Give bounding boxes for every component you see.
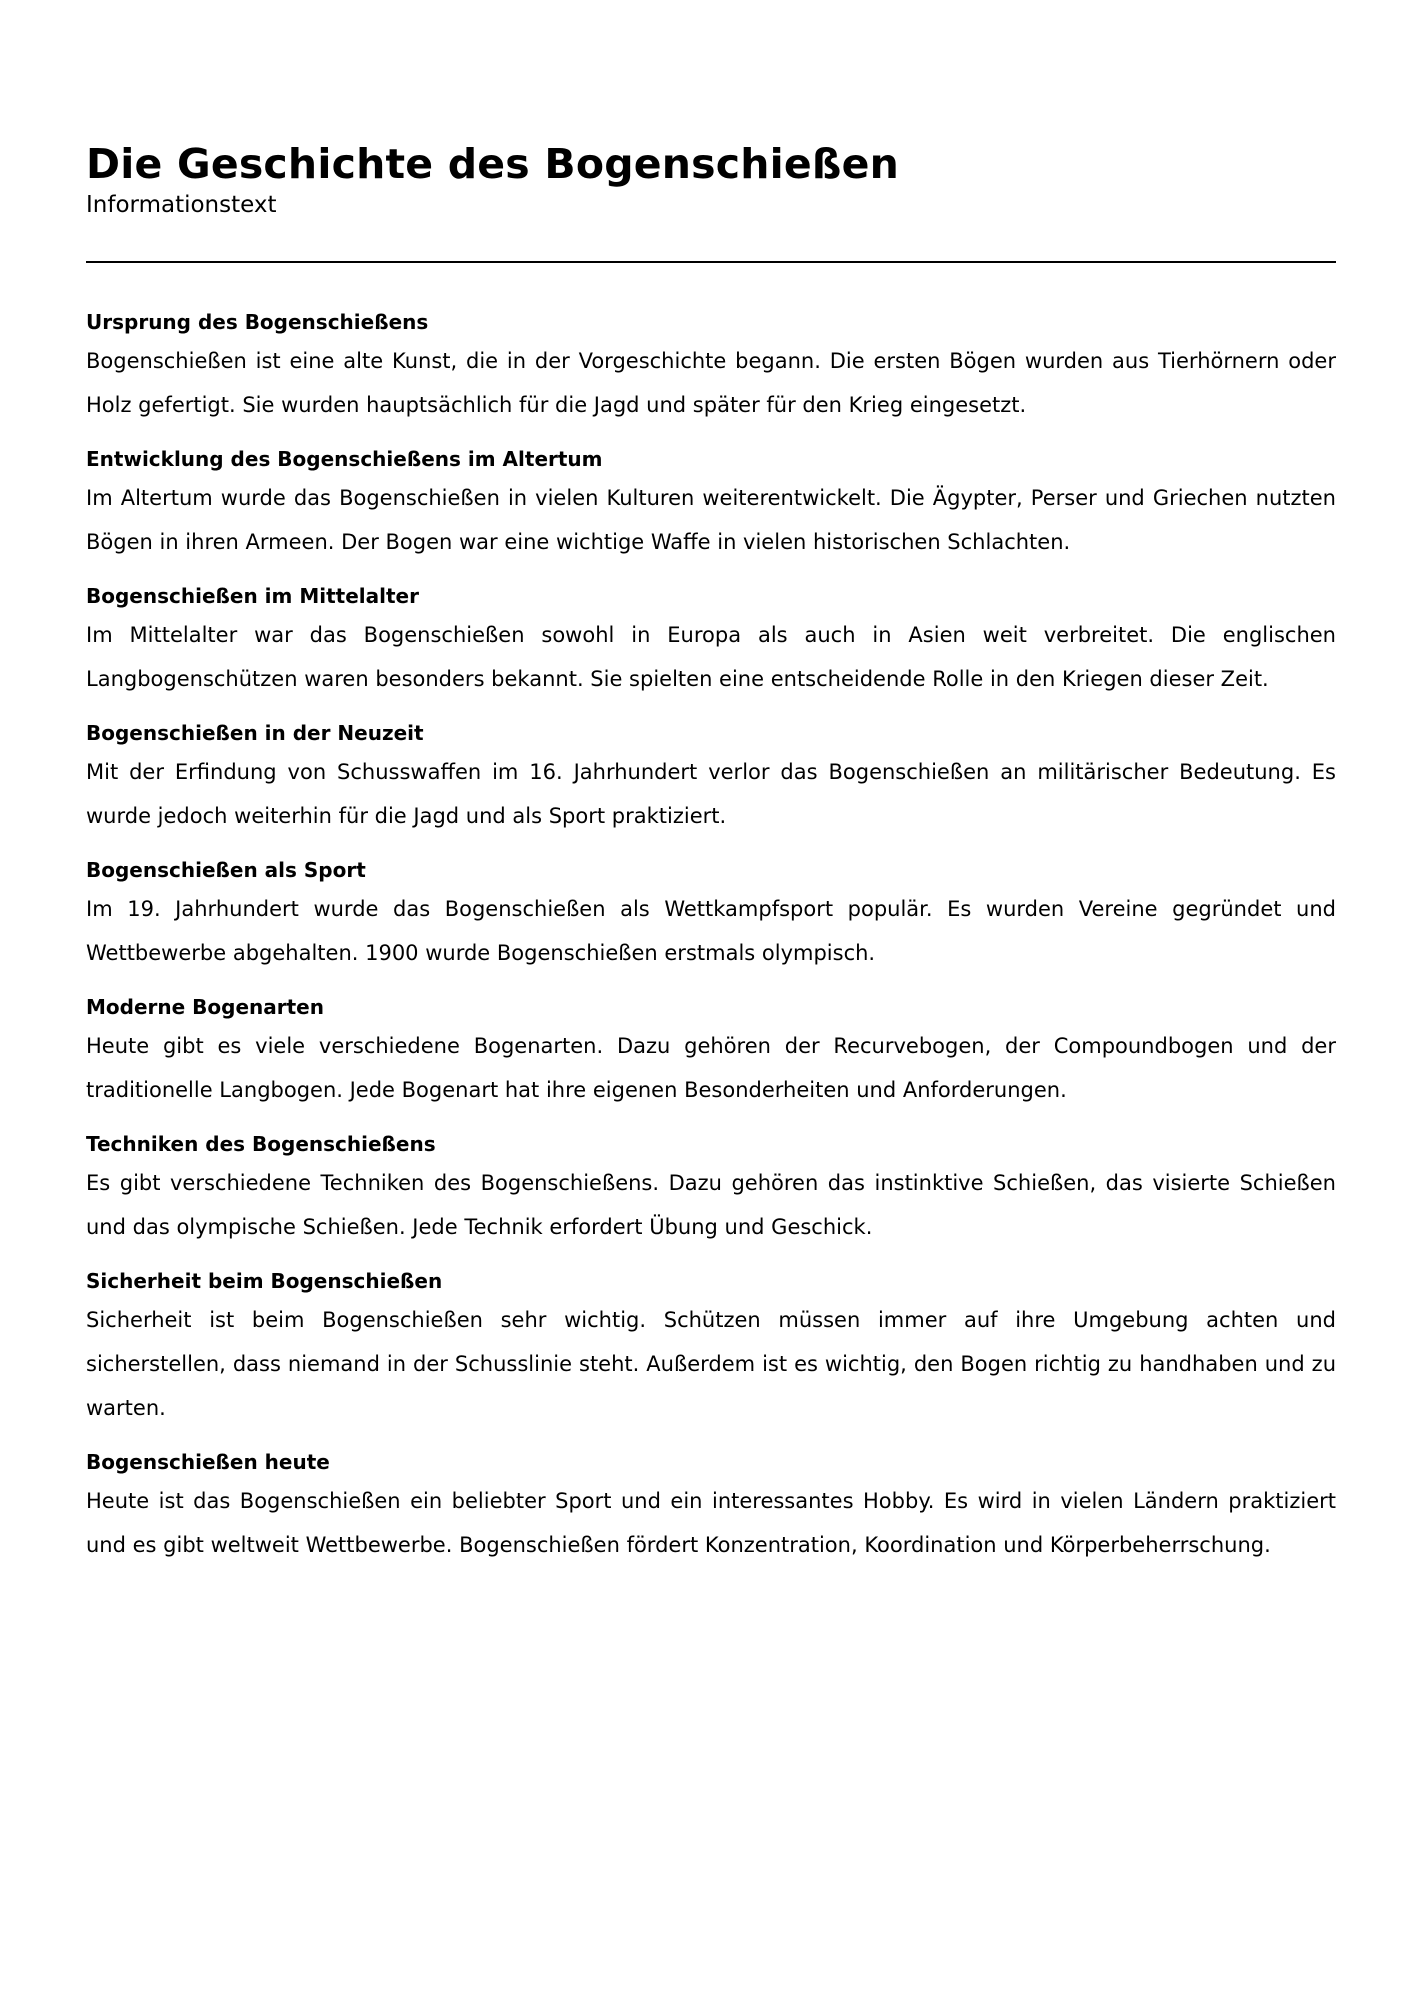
section-heading: Techniken des Bogenschießens: [86, 1132, 436, 1156]
section-sport: [86, 853, 1336, 975]
section-heading: Bogenschießen in der Neuzeit: [86, 721, 424, 745]
section-text: Im Mittelalter war das Bogenschießen sowohl in Europa als auch in Asien weit verbreitet. Die englischen Langbogenschützen waren besonders bekannt. Sie spielten eine entscheidende Rolle in den Kriegen dieser Zeit.: [86, 623, 1336, 691]
section-text: Sicherheit ist beim Bogenschießen sehr wichtig. Schützen müssen immer auf ihre Umgebung achten und sicherstellen, dass niemand in der Schusslinie steht. Außerdem ist es wichtig, den Bogen richtig zu handhaben und zu warten.: [86, 1308, 1336, 1420]
section-text: Bogenschießen ist eine alte Kunst, die in der Vorgeschichte begann. Die ersten Bögen wurden aus Tierhörnern oder Holz gefertigt. Sie wurden hauptsächlich für die Jagd und später für den Krieg eingesetzt.: [86, 349, 1336, 417]
section-neuzeit: [86, 716, 1336, 838]
section-techniken: [86, 1127, 1336, 1249]
section-heading: Bogenschießen heute: [86, 1450, 330, 1474]
section-heading: Bogenschießen als Sport: [86, 858, 366, 882]
section-heading: Sicherheit beim Bogenschießen: [86, 1269, 443, 1293]
section-text: Mit der Erfindung von Schusswaffen im 16. Jahrhundert verlor das Bogenschießen an militärischer Bedeutung. Es wurde jedoch weiterhin für die Jagd und als Sport praktiziert.: [86, 760, 1336, 828]
title-divider: [86, 261, 1336, 263]
section-text: Im 19. Jahrhundert wurde das Bogenschießen als Wettkampfsport populär. Es wurden Vereine gegründet und Wettbewerbe abgehalten. 1900 wurde Bogenschießen erstmals olympisch.: [86, 897, 1336, 965]
section-heading: Moderne Bogenarten: [86, 995, 324, 1019]
section-heading: Bogenschießen im Mittelalter: [86, 584, 419, 608]
section-altertum: [86, 442, 1336, 564]
document-page: [86, 140, 1336, 1582]
section-bogenarten: [86, 990, 1336, 1112]
section-ursprung: [86, 305, 1336, 427]
section-heute: [86, 1445, 1336, 1567]
document-title: Die Geschichte des Bogenschießen: [86, 140, 899, 188]
section-text: Heute gibt es viele verschiedene Bogenarten. Dazu gehören der Recurvebogen, der Compoundbogen und der traditionelle Langbogen. Jede Bogenart hat ihre eigenen Besonderheiten und Anforderungen.: [86, 1034, 1336, 1102]
section-sicherheit: [86, 1264, 1336, 1430]
section-text: Heute ist das Bogenschießen ein beliebter Sport und ein interessantes Hobby. Es wird in vielen Ländern praktiziert und es gibt weltweit Wettbewerbe. Bogenschießen fördert Konzentration, Koordination und Körperbeherrschung.: [86, 1489, 1336, 1557]
document-subtitle: Informationstext: [86, 192, 277, 218]
section-mittelalter: [86, 579, 1336, 701]
section-heading: Entwicklung des Bogenschießens im Altertum: [86, 447, 603, 471]
section-text: Im Altertum wurde das Bogenschießen in vielen Kulturen weiterentwickelt. Die Ägypter, Perser und Griechen nutzten Bögen in ihren Armeen. Der Bogen war eine wichtige Waffe in vielen historischen Schlachten.: [86, 486, 1336, 554]
section-heading: Ursprung des Bogenschießens: [86, 310, 429, 334]
section-text: Es gibt verschiedene Techniken des Bogenschießens. Dazu gehören das instinktive Schießen, das visierte Schießen und das olympische Schießen. Jede Technik erfordert Übung und Geschick.: [86, 1171, 1336, 1239]
